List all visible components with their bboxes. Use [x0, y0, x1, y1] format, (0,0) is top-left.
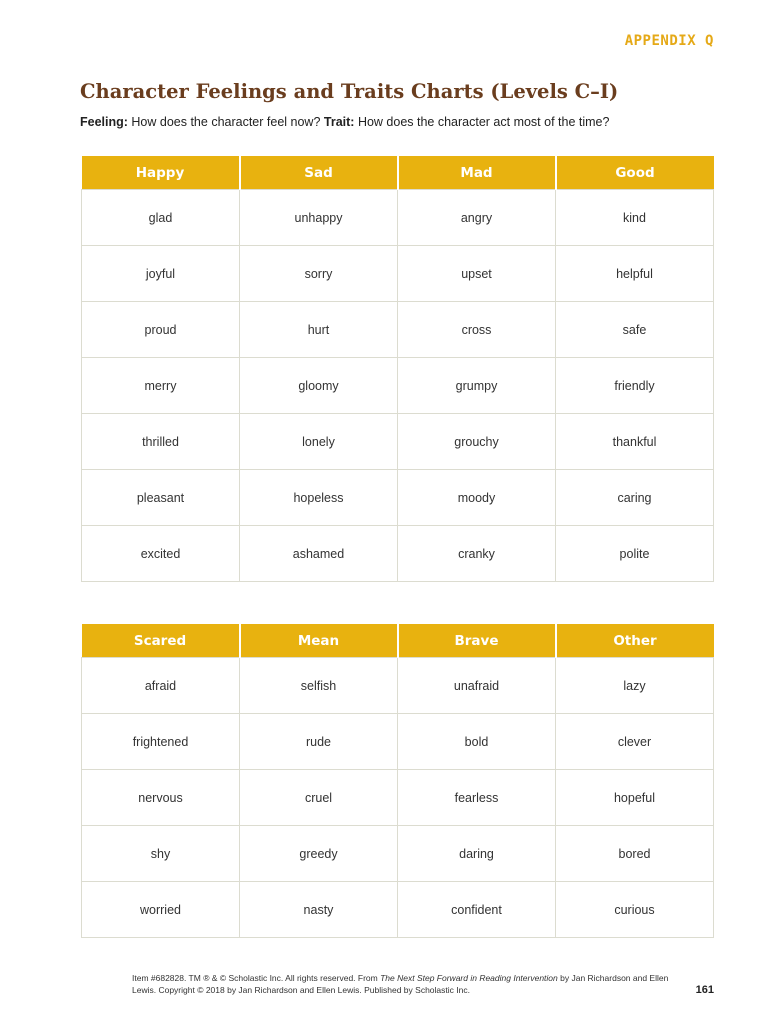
column-header: Happy — [82, 156, 240, 190]
table-row — [82, 470, 714, 526]
footer-text-after: by Jan Richardson and Ellen Lewis. Copyright © 2018 by Jan Richardson and Ellen Lewis. Published by Scholastic Inc. — [132, 973, 669, 995]
table-row — [82, 414, 714, 470]
table-cell: ashamed — [240, 526, 398, 582]
table-cell: cranky — [398, 526, 556, 582]
table-cell: excited — [82, 526, 240, 582]
table-row — [82, 246, 714, 302]
column-header: Scared — [82, 624, 240, 658]
table-cell: unhappy — [240, 190, 398, 246]
table-cell: thrilled — [82, 414, 240, 470]
table-cell: rude — [240, 714, 398, 770]
page-title: Character Feelings and Traits Charts (Levels C–I) — [80, 80, 619, 103]
table-cell: friendly — [556, 358, 714, 414]
table-cell: clever — [556, 714, 714, 770]
table-cell: grumpy — [398, 358, 556, 414]
table-cell: lazy — [556, 658, 714, 714]
trait-question: How does the character act most of the time? — [357, 115, 610, 129]
table-cell: glad — [82, 190, 240, 246]
column-header: Sad — [240, 156, 398, 190]
table-cell: merry — [82, 358, 240, 414]
feelings-traits-table-1 — [81, 156, 714, 582]
column-header: Good — [556, 156, 714, 190]
table-row — [82, 770, 714, 826]
table-cell: afraid — [82, 658, 240, 714]
table-cell: proud — [82, 302, 240, 358]
column-header: Brave — [398, 624, 556, 658]
table-cell: hopeful — [556, 770, 714, 826]
table-cell: sorry — [240, 246, 398, 302]
footer-book-title: The Next Step Forward in Reading Intervention — [380, 973, 558, 983]
table-cell: cross — [398, 302, 556, 358]
subtitle — [80, 115, 609, 129]
table-cell: joyful — [82, 246, 240, 302]
table-cell: hopeless — [240, 470, 398, 526]
column-header: Mad — [398, 156, 556, 190]
feeling-label: Feeling: — [80, 115, 128, 129]
feelings-traits-table-2 — [81, 624, 714, 938]
table-cell: pleasant — [82, 470, 240, 526]
table-cell: safe — [556, 302, 714, 358]
table-row — [82, 358, 714, 414]
table-cell: hurt — [240, 302, 398, 358]
table-cell: nervous — [82, 770, 240, 826]
table-cell: gloomy — [240, 358, 398, 414]
table-row — [82, 826, 714, 882]
table-header-row — [82, 156, 714, 190]
table-cell: angry — [398, 190, 556, 246]
table-cell: moody — [398, 470, 556, 526]
table-cell: selfish — [240, 658, 398, 714]
table-cell: shy — [82, 826, 240, 882]
table-row — [82, 302, 714, 358]
footer-text-before: Item #682828. TM ® & © Scholastic Inc. All rights reserved. From — [132, 973, 381, 983]
table-cell: curious — [556, 882, 714, 938]
table-cell: lonely — [240, 414, 398, 470]
table-cell: fearless — [398, 770, 556, 826]
feeling-question: How does the character feel now? — [131, 115, 321, 129]
table-cell: daring — [398, 826, 556, 882]
table-cell: unafraid — [398, 658, 556, 714]
table-row — [82, 190, 714, 246]
table-row — [82, 882, 714, 938]
copyright-footer — [132, 972, 672, 996]
table-row — [82, 714, 714, 770]
table-cell: grouchy — [398, 414, 556, 470]
table-cell: upset — [398, 246, 556, 302]
table-cell: greedy — [240, 826, 398, 882]
table-cell: thankful — [556, 414, 714, 470]
table-cell: worried — [82, 882, 240, 938]
table-cell: cruel — [240, 770, 398, 826]
appendix-label: APPENDIX Q — [624, 33, 714, 49]
table-cell: frightened — [82, 714, 240, 770]
table-row — [82, 658, 714, 714]
table-row — [82, 526, 714, 582]
table-header-row — [82, 624, 714, 658]
table-cell: nasty — [240, 882, 398, 938]
trait-label: Trait: — [323, 115, 355, 129]
column-header: Mean — [240, 624, 398, 658]
page-number: 161 — [695, 984, 714, 996]
column-header: Other — [556, 624, 714, 658]
table-cell: helpful — [556, 246, 714, 302]
table-cell: caring — [556, 470, 714, 526]
table-cell: bored — [556, 826, 714, 882]
table-cell: polite — [556, 526, 714, 582]
table-cell: kind — [556, 190, 714, 246]
table-cell: confident — [398, 882, 556, 938]
table-cell: bold — [398, 714, 556, 770]
